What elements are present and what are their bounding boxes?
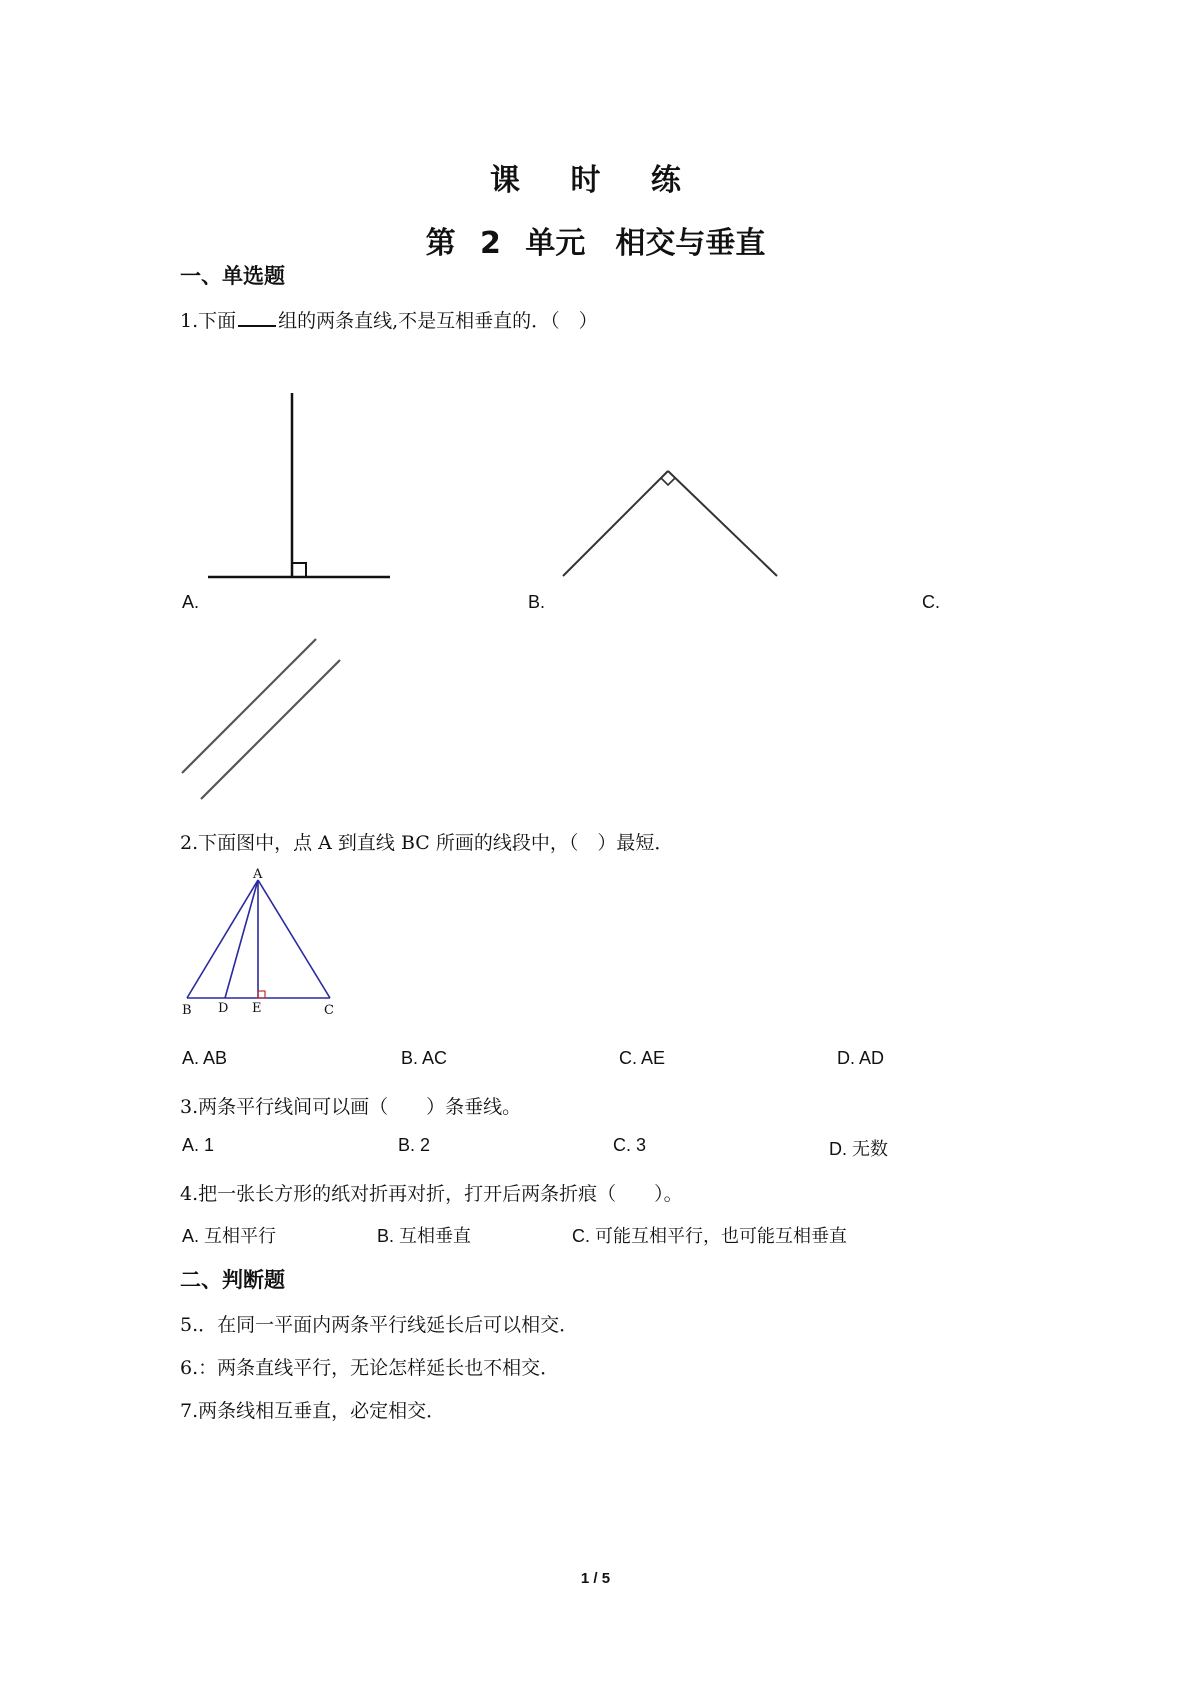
- question-6: 6.：两条直线平行，无论怎样延长也不相交．: [180, 1357, 560, 1379]
- question-1-prefix: 1.下面: [180, 310, 237, 332]
- unit-title: 第 2 单元 相交与垂直: [425, 226, 766, 261]
- question-2-option-d[interactable]: D. AD: [837, 1048, 885, 1068]
- figure-b-right-angle-mark: [661, 478, 675, 485]
- question-2-option-c[interactable]: C. AE: [619, 1048, 666, 1068]
- question-1-option-b[interactable]: B.: [528, 592, 546, 612]
- question-5: 5.．在同一平面内两条平行线延长后可以相交．: [180, 1314, 579, 1336]
- figure-c-line-1: [182, 639, 316, 773]
- figure-b-right-line: [668, 471, 777, 576]
- figure-q1-option-b: [555, 465, 785, 585]
- label-a: A: [253, 867, 263, 882]
- question-4-option-c[interactable]: C. 可能互相平行，也可能互相垂直: [572, 1226, 847, 1246]
- section-heading-single-choice: 一、单选题: [180, 264, 285, 288]
- segment-ad: [225, 880, 258, 998]
- question-1-suffix: 组的两条直线,不是互相垂直的．（ ）: [278, 310, 598, 332]
- figure-a-right-angle-mark: [292, 563, 306, 577]
- question-2-option-b[interactable]: B. AC: [401, 1048, 448, 1068]
- question-3-option-b[interactable]: B. 2: [398, 1135, 431, 1155]
- figure-q1-option-a: [200, 385, 400, 585]
- right-angle-mark-e: [258, 991, 265, 998]
- figure-b-left-line: [563, 471, 668, 576]
- question-4-option-b[interactable]: B. 互相垂直: [377, 1226, 472, 1246]
- figure-q1-option-c: [178, 635, 348, 805]
- question-1-option-c[interactable]: C.: [922, 592, 940, 612]
- question-2-option-a[interactable]: A. AB: [182, 1048, 228, 1068]
- page-number: 1 / 5: [580, 1570, 611, 1587]
- triangle-side-ab: [187, 880, 258, 998]
- question-1-blank: [238, 309, 276, 327]
- question-3: 3.两条平行线间可以画（ ）条垂线。: [180, 1096, 522, 1118]
- label-e: E: [252, 1001, 262, 1016]
- page-title: 课 时 练: [490, 163, 701, 198]
- question-4: 4.把一张长方形的纸对折再对折，打开后两条折痕（ ）。: [180, 1183, 683, 1205]
- question-2: 2.下面图中，点 A 到直线 BC 所画的线段中，（ ）最短．: [180, 832, 674, 854]
- question-1: [180, 306, 598, 333]
- label-d: D: [218, 1001, 229, 1016]
- question-3-option-a[interactable]: A. 1: [182, 1135, 215, 1155]
- label-c: C: [324, 1003, 334, 1018]
- question-1-option-a[interactable]: A.: [182, 592, 200, 612]
- question-3-option-c[interactable]: C. 3: [613, 1135, 647, 1155]
- triangle-side-ac: [258, 880, 330, 998]
- figure-q2-triangle: [178, 868, 348, 1028]
- question-4-option-a[interactable]: A. 互相平行: [182, 1226, 277, 1246]
- figure-c-line-2: [201, 660, 340, 799]
- question-7: 7.两条线相互垂直，必定相交．: [180, 1400, 446, 1422]
- section-heading-true-false: 二、判断题: [180, 1268, 285, 1292]
- question-3-option-d[interactable]: D. 无数: [829, 1139, 889, 1159]
- label-b: B: [182, 1003, 192, 1018]
